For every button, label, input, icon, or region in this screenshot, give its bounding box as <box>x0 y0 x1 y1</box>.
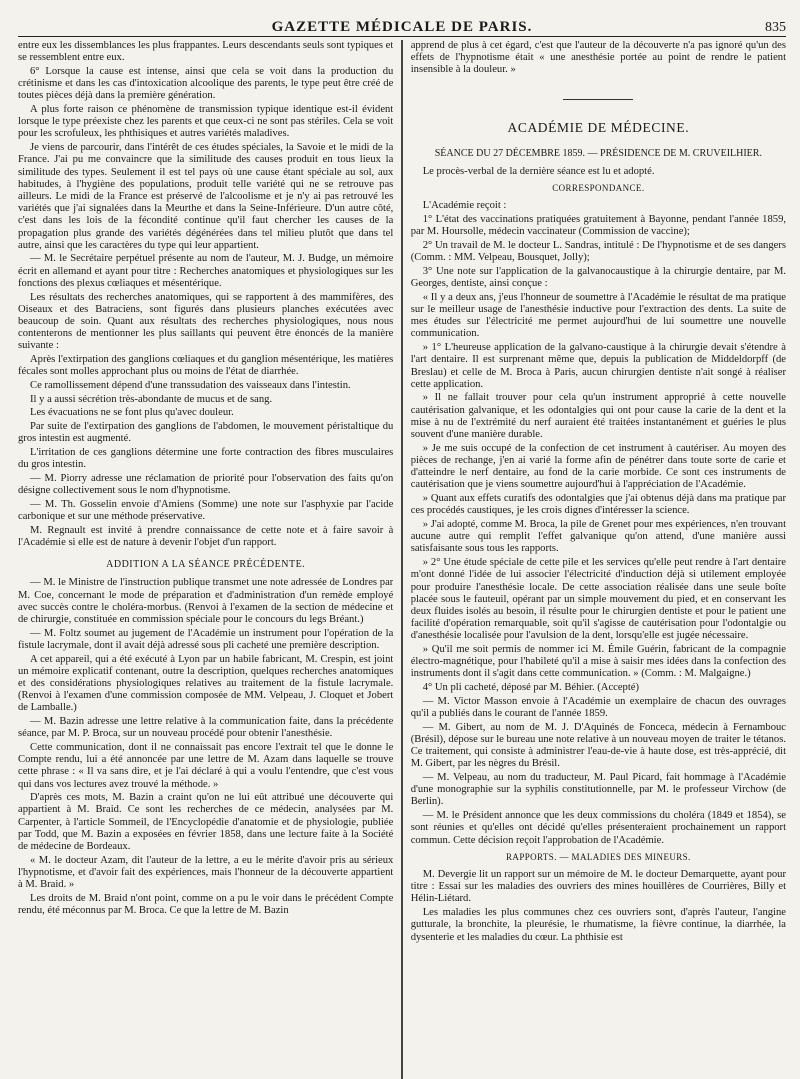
paragraph: 2° Un travail de M. le docteur L. Sandras, intitulé : De l'hypnotisme et de ses dangers (Comm. : MM. Velpeau, Bousquet, Jolly); <box>410 240 787 264</box>
paragraph: « Il y a deux ans, j'eus l'honneur de soumettre à l'Académie le résultat de ma pratique sur le meilleur usage de l'anesthésie inductive pour l'extraction des dents. La suite de mes études sur l'électricité me permet aujourd'hui de lui soumettre une nouvelle communication. <box>410 291 787 340</box>
section-divider <box>563 99 633 100</box>
paragraph: L'irritation de ces ganglions détermine une forte contraction des fibres musculaires du gros intestin. <box>18 447 394 471</box>
section-heading-addition: ADDITION A LA SÉANCE PRÉCÉDENTE. <box>106 559 306 571</box>
paragraph: » Je me suis occupé de la confection de cet instrument à cautériser. Au moyen des pièces de rechange, j'en ai varié la forme afin de pénétrer dans toute sorte de carie et d'atteindre le nerf dentaire, au fond de la carie morbide. Ce sont ces instruments de cautérisation que je viens soumettre aujourd'hui à l'appréciation de l'Académie. <box>410 442 787 491</box>
paragraph: L'Académie reçoit : <box>422 200 507 212</box>
paragraph: » 2° Une étude spéciale de cette pile et les services qu'elle peut rendre à l'art dentaire m'ont donné l'idée de lui associer l'électricité d'induction déjà si utilement employée pour produire l'anesthésie locale. De cette association réalisée dans une seule boîte placée sous le fauteuil, opérant par un simple mouvement du pied, et en conservant les deux fluides isolés au besoin, il résulte pour le chirurgien dentiste et pour le patient une facilité d'opération remarquable, soit qu'il s'agisse de cautérisation pour l'odontalgie ou d'anesthésie localisée pour l'avulsion de la dent, lorsqu'elle est jugée nécessaire. <box>410 557 787 642</box>
journal-title: GAZETTE MÉDICALE DE PARIS. <box>271 19 533 35</box>
paragraph: D'après ces mots, M. Bazin a craint qu'on ne lui eût attribué une découverte qui appartient à M. Braid. Ce sont les recherches de ce médecin, analysées par M. Carpenter, à l'article Sommeil, de l'Encyclopédie d'anatomie et de physiologie, publiée par Todd, que M. Bazin a exposées en février 1858, dans une lecture faite à la Société de médecine de Bordeaux. <box>18 792 394 853</box>
columns <box>18 40 786 1079</box>
paragraph: » Qu'il me soit permis de nommer ici M. Émile Guérin, fabricant de la compagnie électro-magnétique, pour l'habileté qu'il a mise à saisir mes idées dans la confection des instruments dont il s'agit dans cette communication. » (Comm. : M. Malgaigne.) <box>410 644 787 680</box>
paragraph: » Quant aux effets curatifs des odontalgies que j'ai obtenus déjà dans ma pratique par ces procédés caustiques, je les crois dignes d'intéresser la science. <box>410 493 787 517</box>
paragraph: — M. Th. Gosselin envoie d'Amiens (Somme) une note sur l'asphyxie par l'acide carbonique et sur une méthode préservative. <box>18 498 394 523</box>
right-mid-paragraphs <box>411 200 786 846</box>
left-column <box>18 40 393 1079</box>
left-top-paragraphs <box>18 40 393 549</box>
paragraph: — M. Foltz soumet au jugement de l'Académie un instrument pour l'opération de la fistule lacrymale, dont il avait déjà adressé sous pli cacheté une première description. <box>18 627 394 651</box>
paragraph: 1° L'état des vaccinations pratiquées gratuitement à Bayonne, pendant l'année 1859, par M. Hoursolle, médecin vaccinateur (Commission de vaccine); <box>410 214 787 238</box>
paragraph: — M. Bazin adresse une lettre relative à la communication faite, dans la précédente séance, par M. P. Broca, sur un nouveau procédé pour obtenir l'anesthésie. <box>18 716 394 740</box>
paragraph: M. Devergie lit un rapport sur un mémoire de M. le docteur Demarquette, ayant pour titre : Essai sur les maladies des ouvriers des mines houillères de Courrières, Billy et Hélin-Liétard. <box>410 868 787 905</box>
correspondence-heading: CORRESPONDANCE. <box>552 183 645 194</box>
paragraph: Les évacuations ne se font plus qu'avec douleur. <box>30 407 234 419</box>
paragraph: M. Regnault est invité à prendre connaissance de cette note et à faire savoir à l'Académie si elle est de nature à devenir l'objet d'un rapport. <box>18 524 394 548</box>
paragraph: — M. le Secrétaire perpétuel présente au nom de l'auteur, M. J. Budge, un mémoire écrit en allemand et ayant pour titre : Recherches anatomiques et physiologiques sur les fonctions des plexus cœliaques et mésentérique. <box>18 253 394 289</box>
paragraph: Il y a aussi sécrétion très-abondante de mucus et de sang. <box>30 393 273 405</box>
left-bottom-paragraphs <box>18 577 393 917</box>
paragraph: » J'ai adopté, comme M. Broca, la pile de Grenet pour mes expériences, n'en trouvant aucune autre qui remplit l'effet galvanique qu'on attend, d'une manière aussi satisfaisante sous tous les rapports. <box>410 519 787 555</box>
paragraph: » 1° L'heureuse application de la galvano-caustique à la chirurgie devait s'étendre à l'art dentaire. Il est surprenant même que, depuis la publication de Middeldorpff (de Breslau) et celle de M. Broca à Paris, aucun chirurgien dentiste n'ait songé à réaliser cette application. <box>410 342 787 390</box>
paragraph: 4° Un pli cacheté, déposé par M. Béhier. (Accepté) <box>422 682 640 694</box>
paragraph: — M. le Ministre de l'instruction publique transmet une note adressée de Londres par M. Coe, concernant le mode de préparation et d'administration d'un remède employé avec succès contre le choléra-morbus. (Renvoi à l'examen de la section de médecine et de chirurgie, constituée en commission spéciale pour le concours du legs Bréant.) <box>18 577 394 625</box>
paragraph: 3° Une note sur l'application de la galvanocaustique à la chirurgie dentaire, par M. Georges, dentiste, ainsi conçue : <box>410 265 787 290</box>
paragraph: — M. Piorry adresse une réclamation de priorité pour l'observation des faits qu'on désigne collectivement sous le nom d'hypnotisme. <box>18 472 394 497</box>
paragraph: Je viens de parcourir, dans l'intérêt de ces études spéciales, la Savoie et le midi de la France. J'ai pu me convaincre que la similitude des causes produit en tous lieux la similitude des types. Seulement il est tel pays où une cause étant spéciale au sol, aux habitudes, à l'hygiène des populations, produit telle variété qui ne se retrouve pas ailleurs. Le midi de la France est préservé de l'alcoolisme et je n'y ai pas retrouvé les variétés que j'ai signalées dans la Meurthe et dans la Seine-Inférieure. D'un autre côté, c'est dans les lois de la fécondité continue qu'il faut chercher les causes de la propagation plus grande des variétés dégénérées dans tel milieu plutôt que dans tel autre, ainsi que les caractères du type qui leur appartient. <box>18 142 394 251</box>
paragraph: Ce ramollissement dépend d'une transsudation des vaisseaux dans l'intestin. <box>30 379 351 391</box>
paragraph: A plus forte raison ce phénomène de transmission typique identique est-il évident lorsque le type préexiste chez les parents et que ceux-ci ne sont pas stériles. Cela se voit pour les scrofuleux, les phthisiques et autres variétés maladives. <box>18 104 394 140</box>
paragraph: Les résultats des recherches anatomiques, qui se rapportent à des mammifères, des Oiseaux et des Batraciens, sont figurés dans plusieurs planches exécutées avec beaucoup de soin. Quant aux résultats des recherches physiologiques, nous nous contenterons de mentionner les plus saillants qui peuvent être énoncés de la manière suivante : <box>18 291 394 352</box>
paragraph: — M. Victor Masson envoie à l'Académie un exemplaire de chacun des ouvrages qu'il a publiés dans le courant de l'année 1859. <box>410 695 787 720</box>
paragraph: — M. le Président annonce que les deux commissions du choléra (1849 et 1854), se sont réunies et qu'elles ont décidé qu'elles présenteraient prochainement un rapport commun. Cette décision reçoit l'approbation de l'Académie. <box>410 810 787 846</box>
paragraph: A cet appareil, qui a été exécuté à Lyon par un habile fabricant, M. Crespin, est joint un mémoire explicatif contenant, outre la description, quelques recherches anatomiques et des considérations physiologiques relatives au traitement de la fistule lacrymale. (Renvoi à l'examen d'une commission composée de MM. Velpeau, J. Cloquet et Jobert de Lamballe.) <box>18 653 394 714</box>
right-column <box>411 40 786 1079</box>
right-bottom-paragraphs <box>411 869 786 944</box>
page-number: 835 <box>765 20 786 35</box>
paragraph: Cette communication, dont il ne connaissait pas encore l'extrait tel que le donne le Compte rendu, lui a été annoncée par une lettre de M. Azam dans laquelle se trouve cette phrase : « Il va sans dire, et je l'ai déclaré à qui a voulu l'entendre, que c'est vous qui dans vos lectures avez trouvé la méthode. » <box>18 741 394 790</box>
paragraph: apprend de plus à cet égard, c'est que l'auteur de la découverte n'a pas ignoré qu'un des effets de l'hypnotisme était « une anesthésie portée au point de rendre le patient insensible à la douleur. » <box>410 40 787 76</box>
paragraph: Les droits de M. Braid n'ont point, comme on a pu le voir dans le précédent Compte rendu, été méconnus par M. Broca. Ce que la lettre de M. Bazin <box>18 892 394 917</box>
academy-heading: ACADÉMIE DE MÉDECINE. <box>507 119 690 135</box>
reports-heading: RAPPORTS. — MALADIES DES MINEURS. <box>506 851 691 862</box>
column-divider <box>401 40 402 1079</box>
paragraph: » Il ne fallait trouver pour cela qu'un instrument approprié à cette nouvelle cautérisation galvanique, et les odontalgies qui ont pour cause la carie de la dent et la mise à nu de l'extrémité du nerf auraient été traitées instantanément et guéries le plus souvent d'une manière durable. <box>410 392 787 441</box>
paragraph: entre eux les dissemblances les plus frappantes. Leurs descendants seuls sont typiques et se ressemblent entre eux. <box>18 40 394 64</box>
paragraph: Par suite de l'extirpation des ganglions de l'abdomen, le mouvement péristaltique du gros intestin est augmenté. <box>18 421 394 445</box>
paragraph: — M. Velpeau, au nom du traducteur, M. Paul Picard, fait hommage à l'Académie d'une monographie sur la syphilis constitutionnelle, par M. le professeur Virchow (de Berlin). <box>410 772 787 808</box>
minutes-line: Le procès-verbal de la dernière séance est lu et adopté. <box>422 166 655 178</box>
paragraph: — M. Gibert, au nom de M. J. D'Aquinés de Fonceca, médecin à Fernambouc (Brésil), dépose sur le bureau une note relative à un nouveau moyen de traiter le tétanos. Ce traitement, qui consiste à administrer l'eau-de-vie à haute dose, est très-apprécié, dit M. Gibert, par les nègres du Brésil. <box>410 721 787 770</box>
paragraph: 6° Lorsque la cause est intense, ainsi que cela se voit dans la production du crétinisme et dans les cas d'intoxication alcoolique des parents, le type peut être créé de toutes pièces déjà dans la première génération. <box>18 65 394 102</box>
paragraph: Après l'extirpation des ganglions cœliaques et du ganglion mésentérique, les matières fécales sont molles approchant plus ou moins de l'état de diarrhée. <box>18 354 394 378</box>
paragraph: « M. le docteur Azam, dit l'auteur de la lettre, a eu le mérite d'avoir pris au sérieux l'hypnotisme, et d'avoir fait des expériences, mais l'honneur de la découverte appartient à M. Braid. » <box>18 854 394 891</box>
paragraph: Les maladies les plus communes chez ces ouvriers sont, d'après l'auteur, l'angine gutturale, la bronchite, la pleurésie, le rhumatisme, la fièvre continue, la diarrhée, la dysenterie et les maladies du cœur. La phthisie est <box>410 907 787 943</box>
session-line: SÉANCE DU 27 DÉCEMBRE 1859. — PRÉSIDENCE DE M. CRUVEILHIER. <box>434 147 762 159</box>
page-header <box>18 10 786 37</box>
